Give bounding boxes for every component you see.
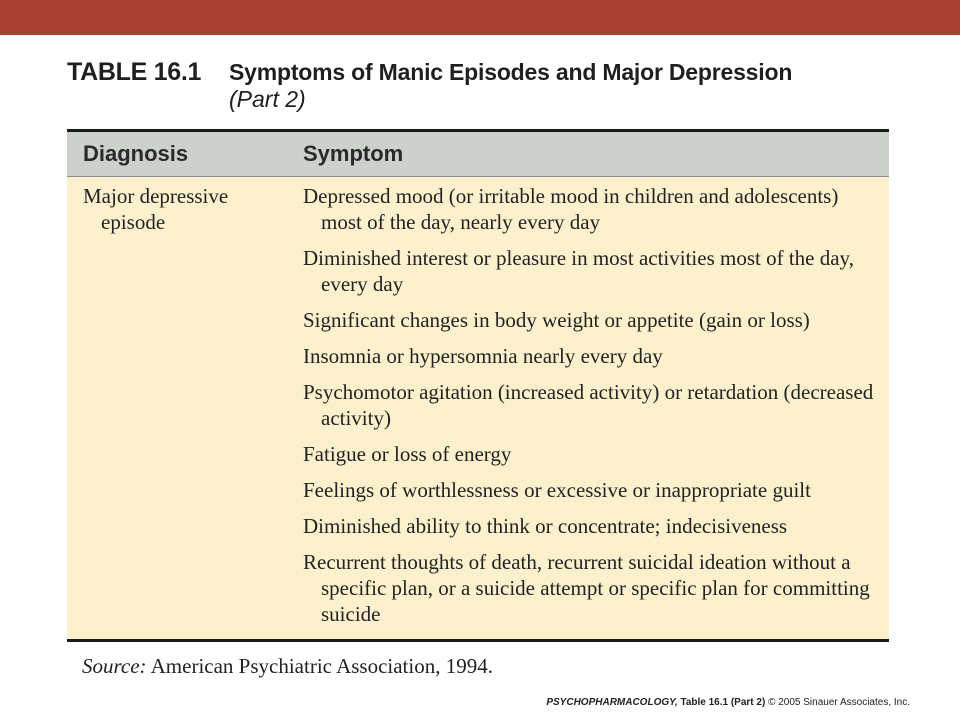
symptom-item: Diminished interest or pleasure in most activities most of the day, every day — [303, 246, 854, 296]
symptom-item: Insomnia or hypersomnia nearly every day — [303, 344, 663, 368]
column-header-symptom: Symptom — [303, 141, 404, 166]
symptom-item: Psychomotor agitation (increased activity) or retardation (decreased activity) — [303, 380, 874, 430]
table-header-row — [67, 132, 889, 177]
symptom-item: Depressed mood (or irritable mood in children and adolescents) most of the day, nearly every day — [303, 184, 839, 234]
source-note — [82, 654, 493, 679]
symptom-item: Significant changes in body weight or appetite (gain or loss) — [303, 308, 810, 332]
footer-book-title: PSYCHOPHARMACOLOGY, — [546, 697, 678, 708]
source-text: American Psychiatric Association, 1994. — [150, 654, 493, 678]
diagnosis-text: Major depressive episode — [83, 184, 229, 234]
table-title: Symptoms of Manic Episodes and Major Depression — [229, 59, 793, 85]
column-header-diagnosis: Diagnosis — [83, 141, 189, 166]
symptom-item: Recurrent thoughts of death, recurrent suicidal ideation without a specific plan, or a suicide attempt or specific plan for committing suicide — [303, 550, 870, 626]
table-number: TABLE 16.1 — [67, 58, 202, 86]
source-label: Source: — [82, 654, 147, 678]
footer-table-ref: Table 16.1 (Part 2) — [680, 697, 766, 708]
symptom-item: Diminished ability to think or concentrate; indecisiveness — [303, 514, 788, 538]
table-caption — [67, 58, 927, 113]
diagnosis-cell — [67, 183, 303, 637]
symptom-item: Fatigue or loss of energy — [303, 442, 512, 466]
footer-copyright: © 2005 Sinauer Associates, Inc. — [768, 697, 910, 708]
table-row — [67, 177, 889, 637]
symptoms-table — [67, 129, 889, 642]
symptom-cell — [303, 183, 889, 637]
symptom-item: Feelings of worthlessness or excessive or inappropriate guilt — [303, 478, 811, 502]
footer-credit — [546, 697, 910, 708]
top-banner — [0, 0, 960, 35]
table-part: (Part 2) — [229, 86, 306, 112]
